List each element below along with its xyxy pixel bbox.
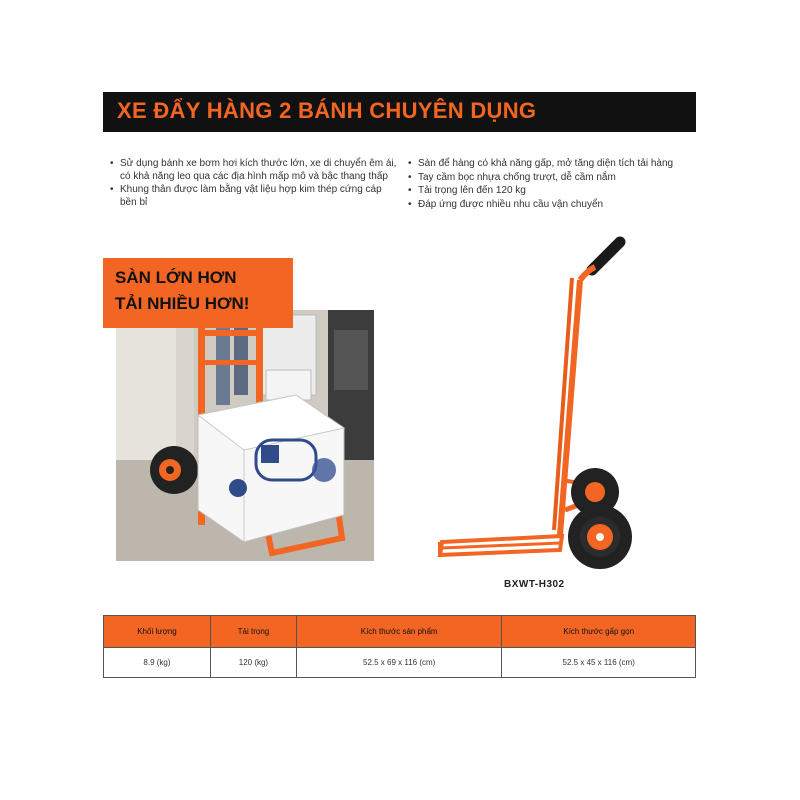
- feature-item: • Đáp ứng được nhiều nhu cầu vận chuyển: [408, 199, 708, 212]
- feature-list-right: [408, 158, 708, 212]
- cell-folded-size: 52.5 x 45 x 116 (cm): [502, 648, 696, 678]
- table-header-row: [104, 616, 696, 648]
- cell-load: 120 (kg): [210, 648, 296, 678]
- spec-table: [103, 615, 696, 678]
- feature-item: • Sử dụng bánh xe bơm hơi kích thước lớn, xe di chuyển êm ái, có khả năng leo qua các địa hình mấp mô và bậc thang thấp: [110, 158, 400, 183]
- product-image: [430, 230, 640, 575]
- cell-product-size: 52.5 x 69 x 116 (cm): [296, 648, 502, 678]
- banner-line-1: SÀN LỚN HƠN: [115, 268, 237, 287]
- feature-list-left: [110, 158, 400, 210]
- feature-item: • Khung thân được làm bằng vật liệu hợp kim thép cứng cáp bền bỉ: [110, 184, 400, 209]
- header-folded-size: Kích thước gấp gọn: [502, 616, 696, 648]
- lifestyle-photo: [116, 310, 374, 561]
- title-bar: [103, 92, 696, 132]
- header-weight: Khối lượng: [104, 616, 211, 648]
- trolley-in-use-illustration: [116, 310, 374, 561]
- banner-line-2: TẢI NHIỀU HƠN!: [115, 294, 250, 313]
- header-product-size: Kích thước sản phẩm: [296, 616, 502, 648]
- table-row: [104, 648, 696, 678]
- feature-item: • Tay cầm bọc nhựa chống trượt, dễ cầm nắm: [408, 172, 708, 185]
- page-title: XE ĐẨY HÀNG 2 BÁNH CHUYÊN DỤNG: [117, 98, 537, 123]
- hand-truck-illustration: [430, 230, 640, 575]
- promo-banner: [103, 258, 293, 328]
- model-code: BXWT-H302: [504, 579, 565, 590]
- header-load: Tải trọng: [210, 616, 296, 648]
- cell-weight: 8.9 (kg): [104, 648, 211, 678]
- feature-item: • Tải trọng lên đến 120 kg: [408, 185, 708, 198]
- feature-item: • Sàn để hàng có khả năng gấp, mở tăng diện tích tải hàng: [408, 158, 708, 171]
